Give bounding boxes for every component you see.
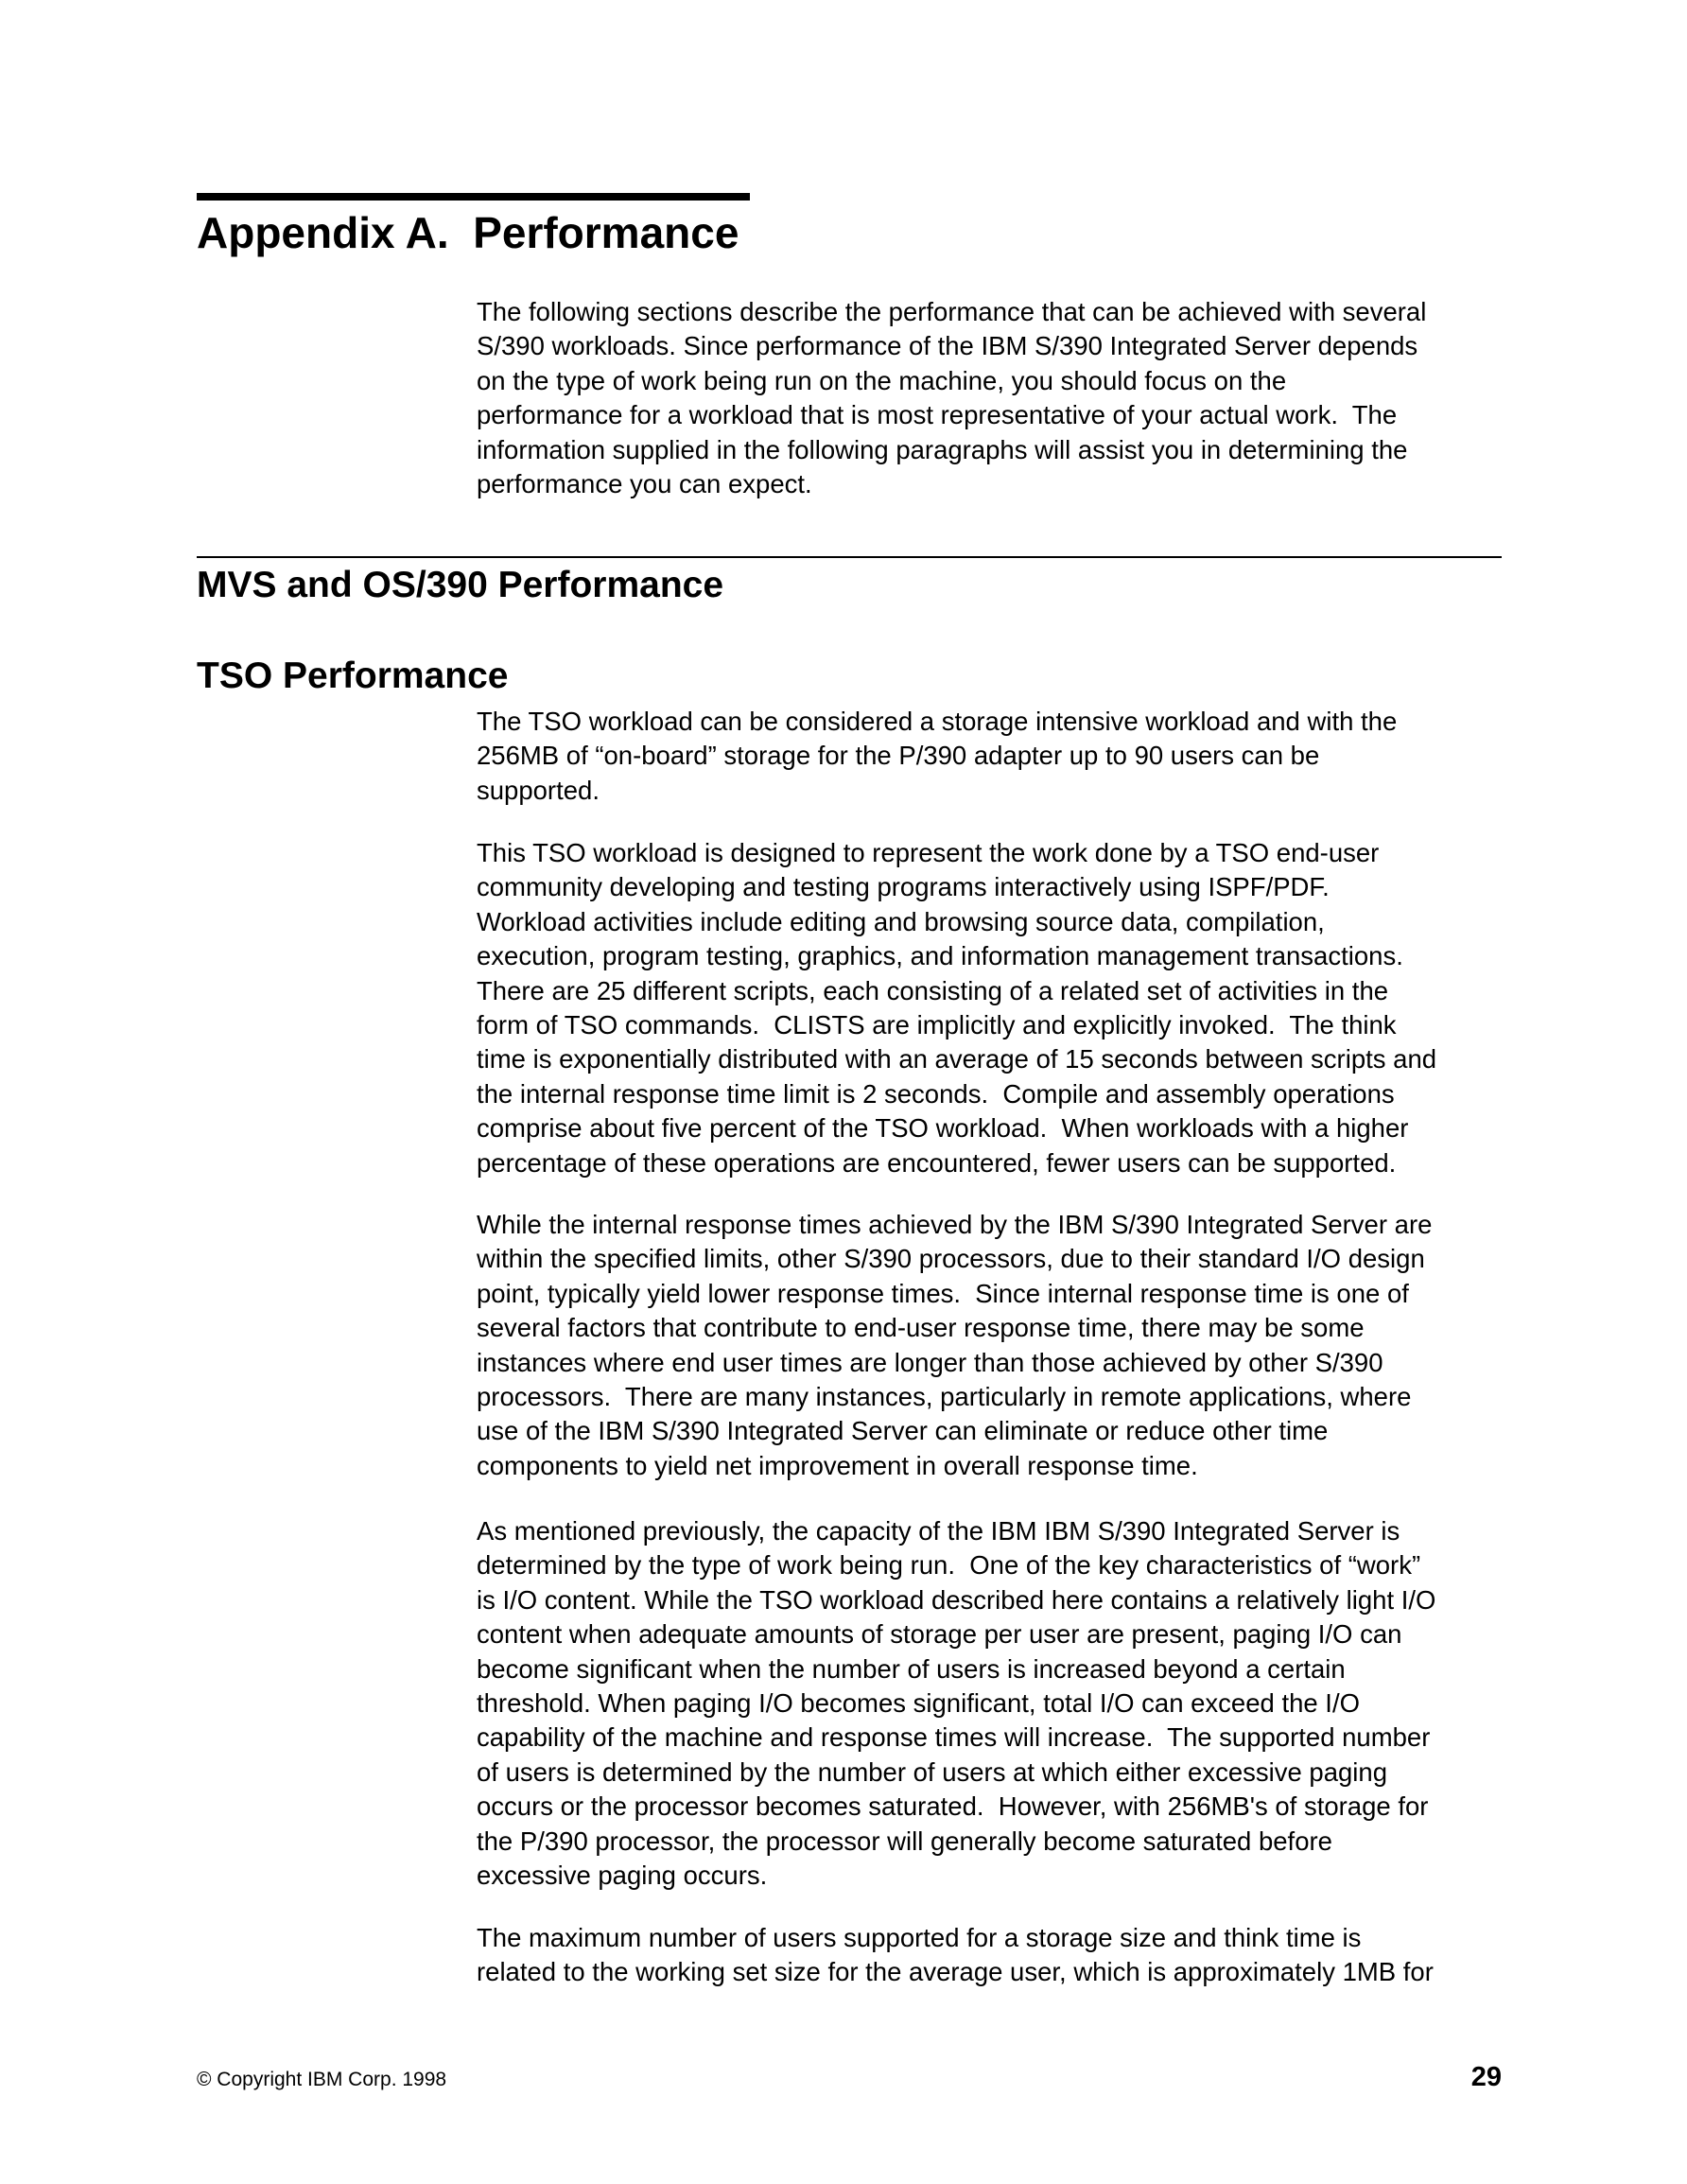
paragraph-line: The following sections describe the performance that can be achieved with several <box>477 297 1427 326</box>
paragraph-line: instances where end user times are longer than those achieved by other S/390 <box>477 1347 1383 1377</box>
paragraph-line: This TSO workload is designed to represent the work done by a TSO end-user <box>477 838 1380 867</box>
paragraph-line: 256MB of “on-board” storage for the P/390 adapter up to 90 users can be <box>477 741 1320 771</box>
paragraph-line: capability of the machine and response times will increase. The supported number <box>477 1722 1431 1753</box>
paragraph-line: comprise about five percent of the TSO workload. When workloads with a higher <box>477 1113 1409 1144</box>
chapter-title: Appendix A. Performance <box>197 208 739 257</box>
paragraph-line: As mentioned previously, the capacity of the IBM IBM S/390 Integrated Server is <box>477 1516 1400 1546</box>
body-paragraph <box>477 836 1507 1180</box>
paragraph-line: is I/O content. While the TSO workload described here contains a relatively light I/O <box>477 1584 1436 1615</box>
paragraph-line: The TSO workload can be considered a storage intensive workload and with the <box>477 707 1398 736</box>
chapter-title-rule <box>197 193 750 201</box>
paragraph-line: determined by the type of work being run. One of the key characteristics of “work” <box>477 1550 1421 1581</box>
paragraph-line: performance you can expect. <box>477 469 812 499</box>
paragraph-line: Workload activities include editing and browsing source data, compilation, <box>477 906 1325 936</box>
paragraph-line: processors. There are many instances, particularly in remote applications, where <box>477 1382 1412 1412</box>
paragraph-line: performance for a workload that is most representative of your actual work. The <box>477 400 1398 430</box>
paragraph-line: time is exponentially distributed with an average of 15 seconds between scripts and <box>477 1044 1437 1075</box>
footer-copyright: © Copyright IBM Corp. 1998 <box>197 2069 447 2090</box>
paragraph-line: components to yield net improvement in overall response time. <box>477 1450 1198 1480</box>
paragraph-line: content when adequate amounts of storage per user are present, paging I/O can <box>477 1619 1402 1650</box>
paragraph-line: occurs or the processor becomes saturated. However, with 256MB's of storage for <box>477 1791 1429 1822</box>
paragraph-line: form of TSO commands. CLISTS are implicitly and explicitly invoked. The think <box>477 1010 1397 1040</box>
paragraph-line: There are 25 different scripts, each consisting of a related set of activities in the <box>477 975 1389 1005</box>
subsection-title: TSO Performance <box>197 655 509 696</box>
paragraph-line: point, typically yield lower response times. Since internal response time is one of <box>477 1278 1409 1308</box>
paragraph-line: of users is determined by the number of users at which either excessive paging <box>477 1756 1387 1787</box>
body-paragraph <box>477 705 1507 808</box>
paragraph-line: percentage of these operations are encountered, fewer users can be supported. <box>477 1147 1397 1178</box>
paragraph-line: The maximum number of users supported for a storage size and think time is <box>477 1923 1362 1952</box>
paragraph-line: execution, program testing, graphics, and information management transactions. <box>477 941 1403 971</box>
body-paragraph <box>477 1921 1507 1990</box>
page-number: 29 <box>1470 2062 1502 2092</box>
paragraph-line: several factors that contribute to end-user response time, there may be some <box>477 1313 1365 1343</box>
paragraph-line: excessive paging occurs. <box>477 1861 768 1891</box>
paragraph-line: the P/390 processor, the processor will generally become saturated before <box>477 1826 1332 1856</box>
paragraph-line: information supplied in the following paragraphs will assist you in determining the <box>477 434 1408 464</box>
paragraph-line: community developing and testing programs interactively using ISPF/PDF. <box>477 872 1330 902</box>
paragraph-line: within the specified limits, other S/390 processors, due to their standard I/O design <box>477 1244 1425 1274</box>
paragraph-line: S/390 workloads. Since performance of the IBM S/390 Integrated Server depends <box>477 331 1418 361</box>
paragraph-line: the internal response time limit is 2 seconds. Compile and assembly operations <box>477 1078 1395 1109</box>
paragraph-line: While the internal response times achieved by the IBM S/390 Integrated Server are <box>477 1210 1433 1239</box>
body-paragraph <box>477 1208 1507 1483</box>
paragraph-line: supported. <box>477 775 600 805</box>
body-paragraph <box>477 1514 1507 1893</box>
paragraph-line: related to the working set size for the average user, which is approximately 1MB for <box>477 1957 1434 1987</box>
paragraph-line: become significant when the number of users is increased beyond a certain <box>477 1653 1346 1684</box>
paragraph-line: on the type of work being run on the machine, you should focus on the <box>477 365 1287 395</box>
paragraph-line: use of the IBM S/390 Integrated Server can eliminate or reduce other time <box>477 1416 1329 1446</box>
intro-paragraph <box>477 295 1507 501</box>
paragraph-line: threshold. When paging I/O becomes significant, total I/O can exceed the I/O <box>477 1688 1360 1719</box>
section-title: MVS and OS/390 Performance <box>197 565 724 605</box>
